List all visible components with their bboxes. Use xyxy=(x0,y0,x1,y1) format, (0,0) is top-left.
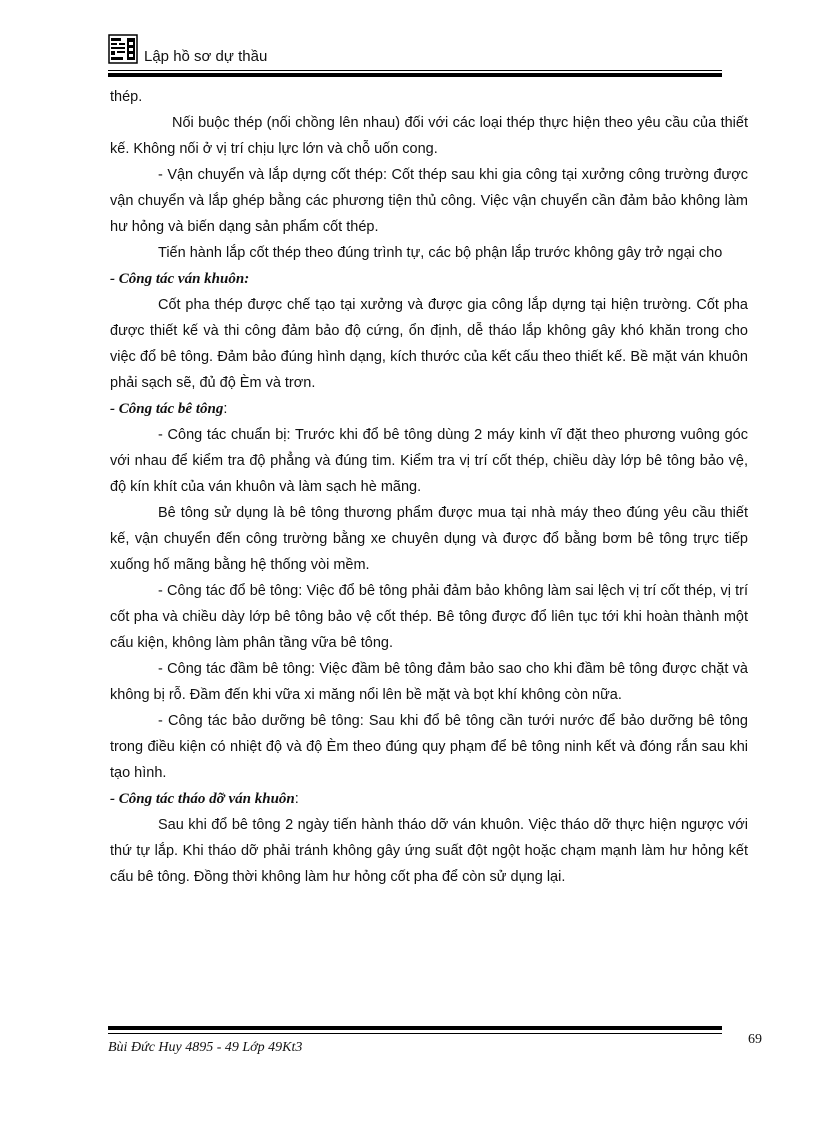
paragraph: Nối buộc thép (nối chồng lên nhau) đối với các loại thép thực hiện theo yêu cầu của thiết kế. Không nối ở vị trí chịu lực lớn và chỗ uốn cong. xyxy=(110,115,748,157)
paragraph: - Công tác đổ bê tông: Việc đổ bê tông phải đảm bảo không làm sai lệch vị trí cốt thép, vị trí cốt pha và chiều dày lớp bê tông bảo vệ cốt thép. Bê tông được đổ liên tục tới khi hoàn thành một cấu kiện, không làm phân tầng vữa bê tông. xyxy=(110,583,748,651)
paragraph: Cốt pha thép được chế tạo tại xưởng và được gia công lắp dựng tại hiện trường. Cốt pha được thiết kế và thi công đảm bảo độ cứng, ổn định, dễ tháo lắp không gây khó khăn trong cho việc đổ bê tông. Đảm bảo đúng hình dạng, kích thước của kết cấu theo thiết kế. Bề mặt ván khuôn phải sạch sẽ, đủ độ Èm và trơn. xyxy=(110,297,748,391)
heading-text: - Công tác tháo dỡ ván khuôn xyxy=(110,791,295,807)
paragraph: Tiến hành lắp cốt thép theo đúng trình tự, các bộ phận lắp trước không gây trở ngại cho xyxy=(158,245,723,261)
page-header xyxy=(108,28,722,80)
page-number: 69 xyxy=(748,1032,762,1047)
section-heading-formwork xyxy=(110,266,748,292)
header-rule-thin xyxy=(108,70,722,71)
section-heading-formwork-removal xyxy=(110,786,748,812)
heading-suffix: : xyxy=(294,791,299,807)
header-rule-thick xyxy=(108,73,722,77)
paragraph: Sau khi đổ bê tông 2 ngày tiến hành tháo dỡ ván khuôn. Việc tháo dỡ thực hiện ngược với thứ tự lắp. Khi tháo dỡ phải tránh không gây ứng suất đột ngột hoặc chạm mạnh làm hư hỏng kết cấu bê tông. Đồng thời không làm hư hỏng cốt pha để còn sử dụng lại. xyxy=(110,817,748,885)
heading-text: - Công tác ván khuôn: xyxy=(110,271,250,287)
paragraph: thép. xyxy=(110,89,143,105)
paragraph: - Công tác chuẩn bị: Trước khi đổ bê tông dùng 2 máy kinh vĩ đặt theo phương vuông góc với nhau để kiểm tra độ phẳng và đúng tim. Kiểm tra vị trí cốt thép, chiều dày lớp bê tông bảo vệ, độ kín khít của ván khuôn và làm sạch hè mãng. xyxy=(110,427,748,495)
page-body xyxy=(110,84,748,890)
paragraph: Bê tông sử dụng là bê tông thương phẩm được mua tại nhà máy theo đúng yêu cầu thiết kế, vận chuyển đến công trường bằng xe chuyên dụng và được đổ bằng bơm bê tông trực tiếp xuống hố mãng bằng hệ thống vòi mềm. xyxy=(110,505,748,573)
header-title: Lập hồ sơ dự thầu xyxy=(144,48,268,65)
paragraph: - Công tác bảo dưỡng bê tông: Sau khi đổ bê tông cần tưới nước để bảo dưỡng bê tông trong điều kiện có nhiệt độ và độ Èm theo đúng quy phạm để bê tông ninh kết và đóng rắn sau khi tạo hình. xyxy=(110,713,748,781)
document-logo-icon xyxy=(108,34,138,64)
footer-rule-thin xyxy=(108,1033,722,1034)
footer-author: Bùi Đức Huy 4895 - 49 Lớp 49Kt3 xyxy=(108,1040,303,1055)
paragraph: - Vận chuyển và lắp dựng cốt thép: Cốt thép sau khi gia công tại xưởng công trường được vận chuyển và lắp ghép bằng các phương tiện thủ công. Việc vận chuyển cần đảm bảo không làm hư hỏng và biến dạng sản phẩm cốt thép. xyxy=(110,167,748,235)
paragraph: - Công tác đầm bê tông: Việc đầm bê tông đảm bảo sao cho khi đầm bê tông được chặt và không bị rỗ. Đầm đến khi vữa xi măng nổi lên bề mặt và bọt khí không còn nữa. xyxy=(110,661,748,703)
footer-rule-thick xyxy=(108,1026,722,1030)
section-heading-concrete xyxy=(110,396,748,422)
heading-suffix: : xyxy=(223,401,228,417)
heading-text: - Công tác bê tông xyxy=(110,401,224,417)
page-footer xyxy=(108,1026,764,1066)
